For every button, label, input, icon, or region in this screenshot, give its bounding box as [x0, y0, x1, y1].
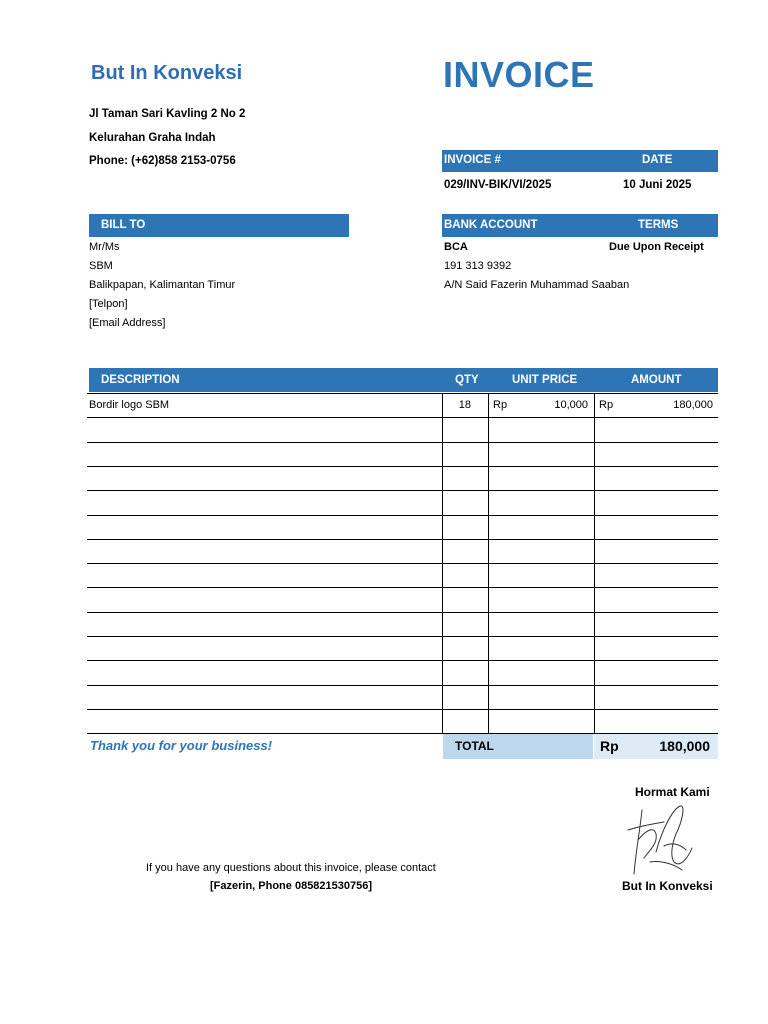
item-qty: 18	[458, 399, 471, 411]
bill-to-line: SBM	[89, 260, 113, 272]
table-column-line	[488, 393, 489, 733]
bank-account-number: 191 313 9392	[444, 260, 512, 272]
regards-text: Hormat Kami	[635, 785, 710, 799]
bank-account-name: A/N Said Fazerin Muhammad Saaban	[444, 279, 630, 291]
table-row-line	[87, 660, 718, 661]
unit-price-column-header: UNIT PRICE	[512, 374, 578, 386]
total-label: TOTAL	[455, 739, 494, 753]
table-row-line	[87, 515, 718, 516]
table-row-line	[87, 417, 718, 418]
company-phone: Phone: (+62)858 2153-0756	[89, 155, 236, 167]
table-row-line	[87, 685, 718, 686]
bill-to-header: BILL TO	[101, 219, 146, 231]
table-row-line	[87, 490, 718, 491]
bill-to-line: Balikpapan, Kalimantan Timur	[89, 279, 236, 291]
table-column-line	[594, 393, 595, 733]
table-row-line	[87, 709, 718, 710]
bill-to-header-bar	[89, 214, 349, 237]
table-row-line	[87, 442, 718, 443]
items-table-header	[89, 368, 718, 392]
item-amount-currency: Rp	[599, 399, 614, 411]
table-row-line	[87, 636, 718, 637]
item-unit-price: 10,000	[554, 399, 588, 411]
bill-to-line: [Email Address]	[89, 317, 166, 329]
company-address-line-2: Kelurahan Graha Indah	[89, 132, 216, 144]
signature-image	[620, 800, 700, 878]
description-column-header: DESCRIPTION	[101, 374, 180, 386]
terms-header: TERMS	[638, 219, 679, 231]
amount-column-header: AMOUNT	[631, 374, 682, 386]
total-currency: Rp	[600, 738, 619, 754]
bank-terms-header-bar	[442, 214, 718, 237]
contact-line-2: [Fazerin, Phone 085821530756]	[210, 880, 373, 892]
total-label-box	[443, 734, 593, 759]
invoice-number: 029/INV-BIK/VI/2025	[444, 179, 552, 191]
invoice-date: 10 Juni 2025	[623, 179, 692, 191]
item-price-currency: Rp	[493, 399, 508, 411]
invoice-number-header: INVOICE #	[444, 154, 501, 166]
item-description: Bordir logo SBM	[89, 399, 170, 411]
qty-column-header: QTY	[455, 374, 479, 386]
table-row-line	[87, 466, 718, 467]
signatory-name: But In Konveksi	[622, 879, 713, 893]
total-amount-box	[594, 734, 718, 759]
table-row-line	[87, 393, 718, 394]
invoice-title: INVOICE	[443, 54, 595, 95]
table-row-line	[87, 563, 718, 564]
total-amount: 180,000	[659, 738, 710, 754]
bill-to-line: [Telpon]	[89, 298, 128, 310]
table-row-line	[87, 612, 718, 613]
table-row-line	[87, 587, 718, 588]
date-header: DATE	[642, 154, 673, 166]
company-address-line-1: Jl Taman Sari Kavling 2 No 2	[89, 108, 246, 120]
bank-account-header: BANK ACCOUNT	[444, 219, 538, 231]
invoice-meta-header-bar	[442, 150, 718, 172]
item-amount: 180,000	[673, 399, 713, 411]
table-row-line	[87, 539, 718, 540]
bank-name: BCA	[444, 241, 468, 253]
payment-terms: Due Upon Receipt	[609, 241, 704, 253]
table-column-line	[442, 393, 443, 733]
thank-you-note: Thank you for your business!	[90, 738, 273, 753]
contact-line-1: If you have any questions about this invoice, please contact	[146, 862, 436, 874]
company-name: But In Konveksi	[91, 62, 243, 84]
bill-to-line: Mr/Ms	[89, 241, 120, 253]
